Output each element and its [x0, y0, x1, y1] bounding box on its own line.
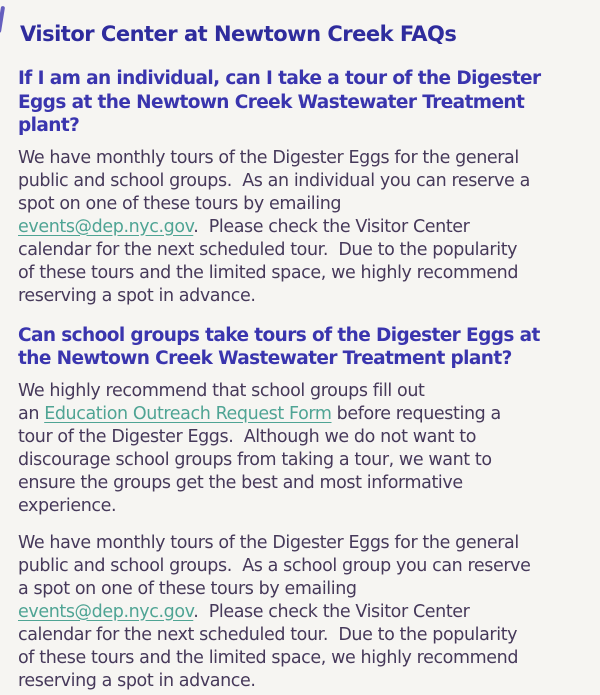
faq-paragraph — [18, 147, 582, 308]
text-run: of these tours and the limited space, we highly recommend — [18, 262, 519, 283]
text-line — [18, 170, 582, 193]
text-run: . Please check the Visitor Center — [193, 216, 470, 237]
text-line — [18, 239, 582, 262]
text-run: We have monthly tours of the Digester Eggs for the general — [18, 532, 519, 553]
text-run: discourage school groups from taking a tour, we want to — [18, 449, 492, 470]
text-run: public and school groups. As a school group you can reserve — [18, 555, 531, 576]
text-line — [18, 403, 582, 426]
text-line — [18, 67, 582, 91]
text-run: a spot on one of these tours by emailing — [18, 578, 357, 599]
faq-paragraph — [18, 380, 582, 518]
text-line — [18, 193, 582, 216]
text-run: of these tours and the limited space, we highly recommend — [18, 647, 519, 668]
text-line — [18, 262, 582, 285]
text-run: Eggs at the Newtown Creek Wastewater Treatment — [18, 91, 525, 113]
text-line — [18, 555, 582, 578]
faq-question — [18, 324, 582, 371]
page-title: Visitor Center at Newtown Creek FAQs — [20, 22, 457, 46]
text-run: If I am an individual, can I take a tour of the Digester — [18, 68, 541, 89]
text-run: spot on one of these tours by emailing — [18, 193, 342, 214]
text-line — [18, 216, 582, 239]
text-line — [18, 601, 582, 624]
text-run: an — [18, 403, 45, 424]
text-run: ensure the groups get the best and most informative — [18, 472, 463, 493]
text-line — [18, 147, 582, 170]
text-run: reserving a spot in advance. — [18, 670, 256, 691]
email-events-link[interactable]: events@dep.nyc.gov — [18, 216, 194, 237]
text-line — [18, 647, 582, 670]
text-run: the Newtown Creek Wastewater Treatment plant? — [18, 348, 512, 369]
text-run: calendar for the next scheduled tour. Due to the popularity — [18, 239, 518, 260]
education-outreach-request-form-link[interactable]: Education Outreach Request Form — [44, 403, 332, 424]
text-run: experience. — [18, 495, 117, 516]
text-line — [18, 578, 582, 601]
email-events-link[interactable]: events@dep.nyc.gov — [18, 601, 194, 622]
text-run: public and school groups. As an individual you can reserve a — [18, 170, 530, 191]
text-run: . Please check the Visitor Center — [193, 601, 470, 622]
text-line — [18, 285, 582, 308]
text-line — [18, 380, 582, 403]
text-line — [18, 532, 582, 555]
text-run: plant? — [18, 115, 80, 136]
text-run: calendar for the next scheduled tour. Due to the popularity — [18, 624, 518, 645]
text-line — [18, 324, 582, 348]
text-line — [18, 347, 582, 371]
text-line — [18, 495, 582, 518]
text-line — [18, 426, 582, 449]
scan-edge-artifact — [0, 6, 5, 33]
text-run: We highly recommend that school groups fill out — [18, 380, 425, 401]
text-line — [18, 91, 582, 115]
faq-sections — [18, 67, 582, 693]
text-run: tour of the Digester Eggs. Although we do not want to — [18, 426, 477, 447]
faq-question — [18, 67, 582, 138]
text-line — [18, 472, 582, 495]
text-run: reserving a spot in advance. — [18, 285, 256, 306]
text-line — [18, 624, 582, 647]
faq-paragraph — [18, 532, 582, 693]
text-run: We have monthly tours of the Digester Eggs for the general — [18, 147, 519, 168]
text-line — [18, 670, 582, 693]
text-run: before requesting a — [331, 403, 501, 424]
text-run: Can school groups take tours of the Digester Eggs at — [18, 324, 540, 346]
text-line — [18, 449, 582, 472]
text-line — [18, 114, 582, 138]
